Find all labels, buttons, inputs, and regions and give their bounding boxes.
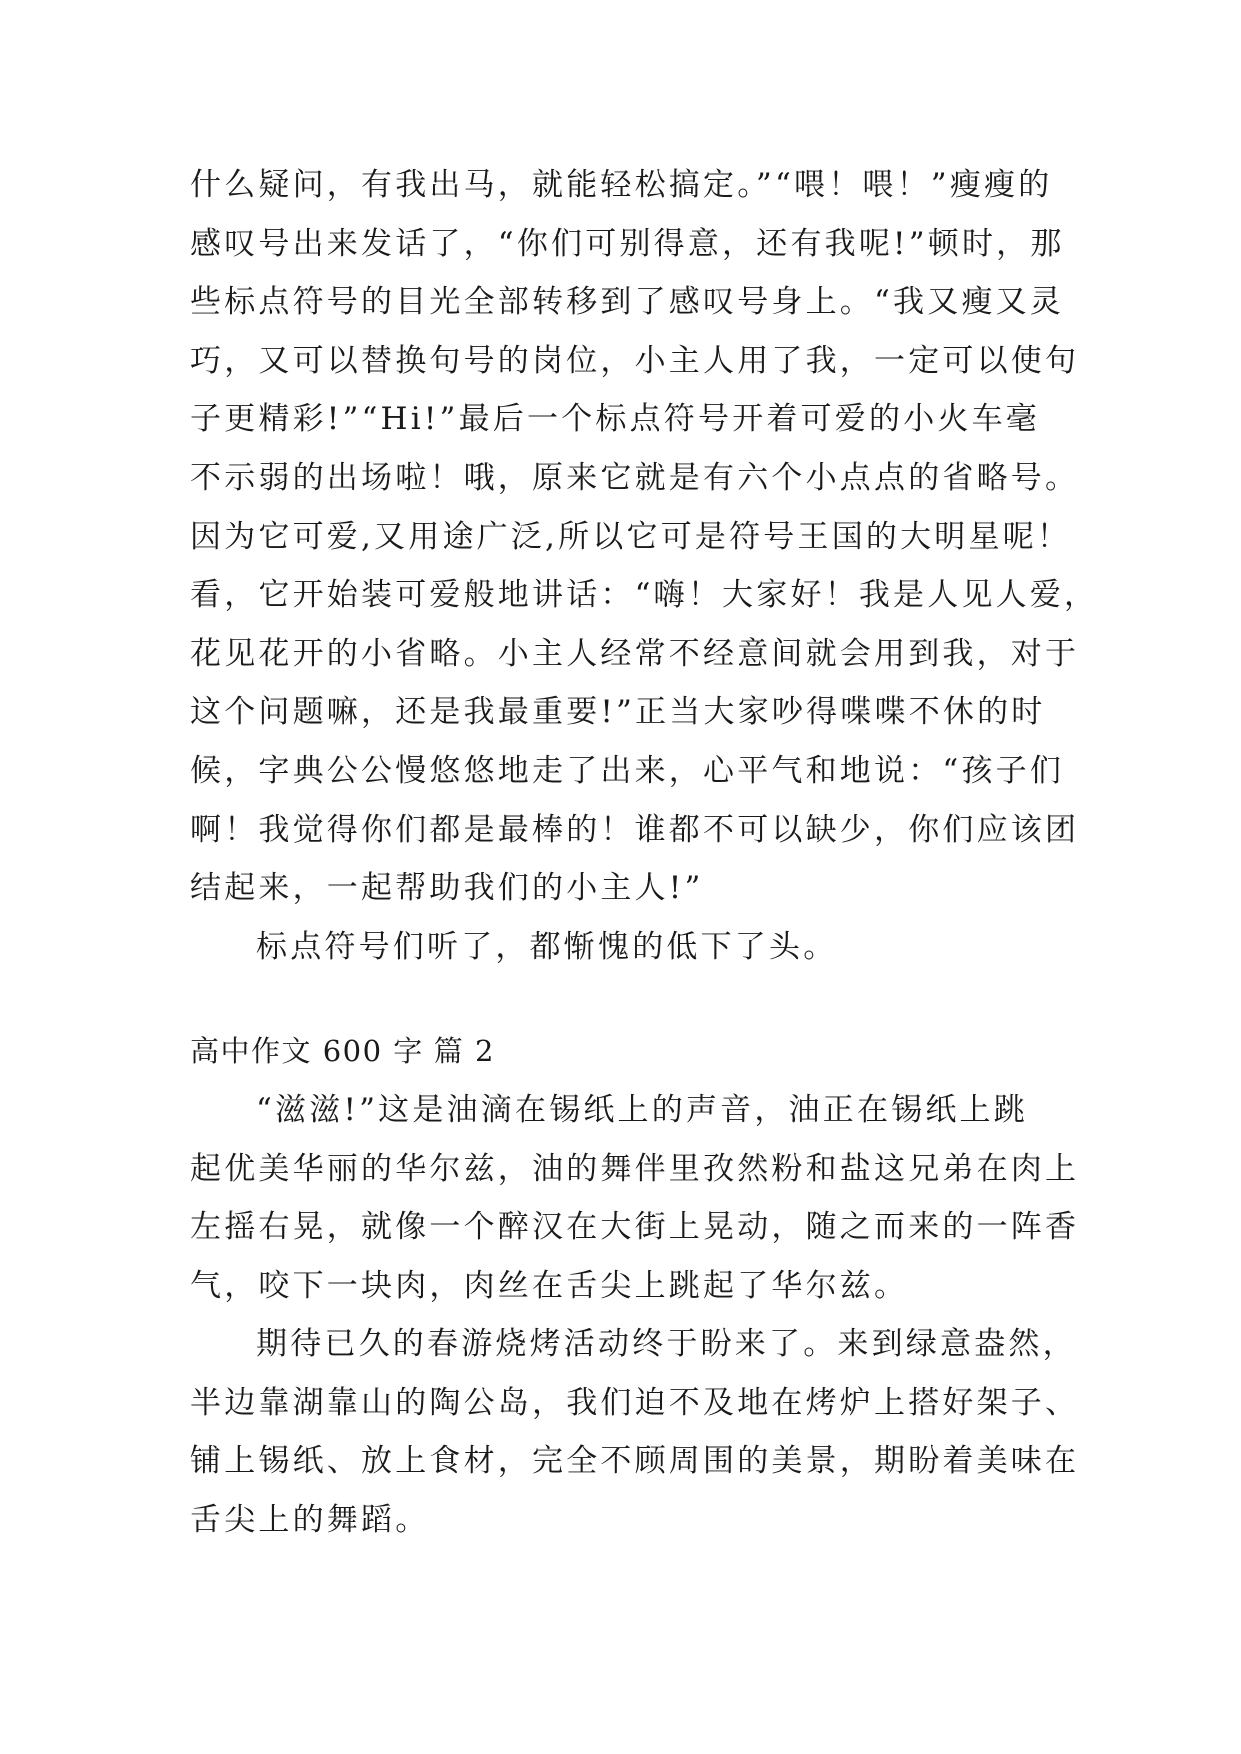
text-line: 期待已久的春游烧烤活动终于盼来了。来到绿意盎然，: [256, 1326, 1077, 1363]
text-line: 舌尖上的舞蹈。: [190, 1502, 430, 1539]
text-line: 这个问题嘛，还是我最重要!”正当大家吵得喋喋不休的时: [190, 694, 1046, 731]
section-gap: [190, 976, 1070, 1022]
section-title: 高中作文 600 字: [190, 1034, 424, 1069]
text-line: 感叹号出来发话了，“你们可别得意，还有我呢!”顿时，那: [190, 225, 1065, 262]
section-1-closing-paragraph: [190, 918, 1070, 977]
text-line: 半边靠湖靠山的陶公岛，我们迫不及地在烤炉上搭好架子、: [190, 1384, 1080, 1421]
text-line: 起优美华丽的华尔兹，油的舞伴里孜然粉和盐这兄弟在肉上: [190, 1150, 1080, 1187]
text-line: 啊！我觉得你们都是最棒的！谁都不可以缺少，你们应该团: [190, 811, 1080, 848]
text-line: 气，咬下一块肉，肉丝在舌尖上跳起了华尔兹。: [190, 1267, 909, 1304]
text-line: 结起来，一起帮助我们的小主人!”: [190, 870, 704, 907]
text-line: 花见花开的小省略。小主人经常不经意间就会用到我，对于: [190, 635, 1080, 672]
text-line: 子更精彩!”“Hi!”最后一个标点符号开着可爱的小火车毫: [190, 401, 1041, 438]
text-line: 左摇右晃，就像一个醉汉在大街上晃动，随之而来的一阵香: [190, 1209, 1080, 1246]
text-line: 候，字典公公慢悠悠地走了出来，心平气和地说：“孩子们: [190, 752, 1065, 789]
text-line: 什么疑问，有我出马，就能轻松搞定。”“喂！喂！”瘦瘦的: [190, 167, 1053, 203]
section-2-paragraph-2: [190, 1315, 1080, 1549]
text-line: 巧，又可以替换句号的岗位，小主人用了我，一定可以使句: [190, 342, 1080, 379]
section-1-paragraph: [190, 156, 1099, 918]
text-line: 些标点符号的目光全部转移到了感叹号身上。“我又瘦又灵: [190, 284, 1065, 321]
text-line: 不示弱的出场啦！哦，原来它就是有六个小点点的省略号。: [190, 459, 1080, 496]
document-body: [190, 156, 1099, 1550]
text-line: 看，它开始装可爱般地讲话：“嗨！大家好！我是人见人爱，: [190, 577, 1099, 614]
section-subtitle: 篇 2: [433, 1034, 495, 1069]
text-line: “滋滋!”这是油滴在锡纸上的声音，油正在锡纸上跳: [256, 1091, 1028, 1128]
section-2-paragraph-1: [190, 1081, 1080, 1315]
text-line: 因为它可爱,又用途广泛,所以它可是符号王国的大明星呢！: [190, 518, 1072, 555]
section-heading: [190, 1022, 1070, 1081]
text-line: 标点符号们听了，都惭愧的低下了头。: [256, 928, 838, 965]
text-line: 铺上锡纸、放上食材，完全不顾周围的美景，期盼着美味在: [190, 1443, 1080, 1480]
